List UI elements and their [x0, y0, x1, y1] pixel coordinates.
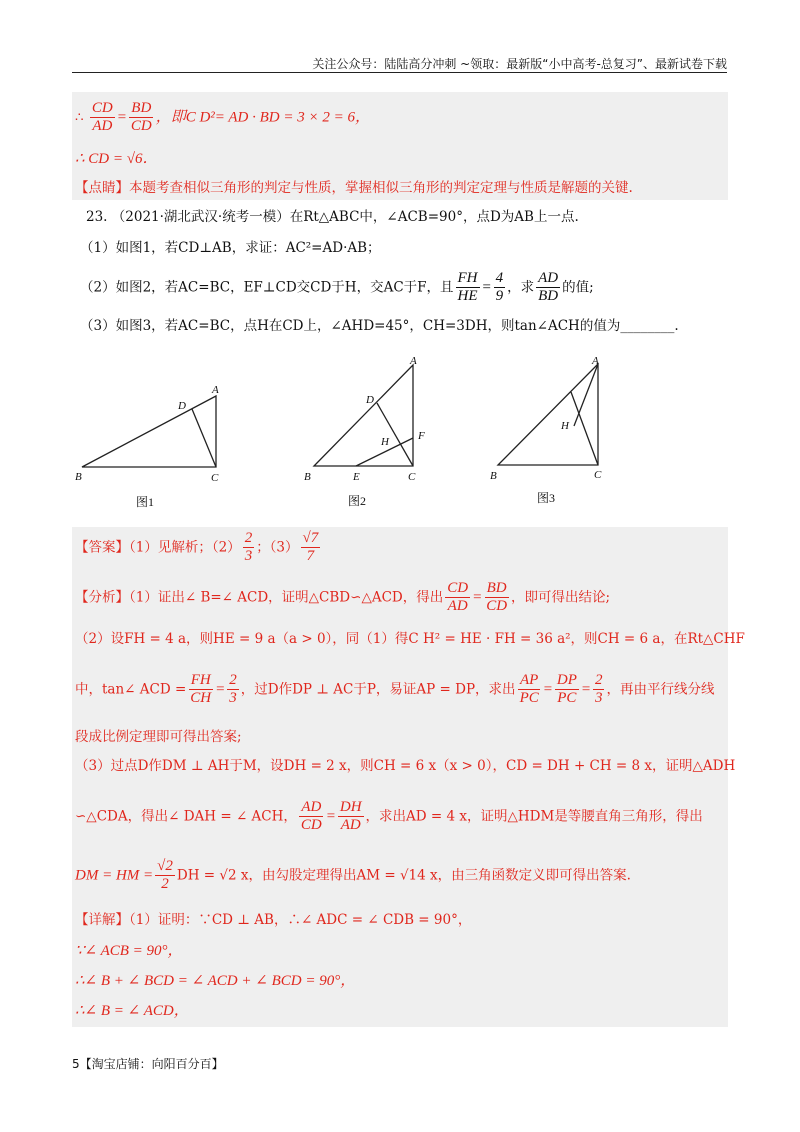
fig2-caption: 图2 [348, 494, 367, 508]
analysis-fraction-bd-cd: $\frac{BD}{CD}$ [486, 580, 508, 615]
answer-label: 【答案】 [75, 539, 129, 556]
dianjing-line [75, 180, 633, 196]
fig2-label-f: F [418, 430, 425, 442]
fig2-label-d: D [366, 394, 374, 406]
answer-fraction-2-3: $\frac{2}{3}$ [244, 530, 253, 565]
analysis-line-5: （3）过点D作DM ⊥ AH于M，设DH = 2 x，则CH = 6 x（x > 0），CD = DH + CH = 8 x，证明△ADH [75, 758, 736, 774]
prev-line-1: ∴ $\frac{CD}{AD}$ = $\frac{BD}{CD}$ ，即C D²= AD · BD = 3 × 2 = 6， [75, 100, 370, 135]
fig1-label-a: A [212, 384, 219, 396]
problem-stem: 23. （2021·湖北武汉·统考一模）在Rt△ABC中，∠ACB=90°，点D为AB上一点. [86, 209, 579, 225]
analysis-fraction-dh-ad: $\frac{DH}{AD}$ [339, 799, 362, 834]
question-1: （1）如图1，若CD⊥AB，求证：AC²=AD·AB； [80, 240, 381, 256]
analysis-line-3: 中，tan∠ ACD = $\frac{FH}{CH}$ = $\frac{2}{3}$ ，过D作DP ⊥ AC于P，易证AP = DP，求出 $\frac{AP}{PC}$ = $\frac{DP}{PC}$ = $\frac{2}{3}$ ，再由平行线分线 [75, 672, 715, 707]
page-header: 关注公众号：陆陆高分冲刺 ~领取：最新版“小中高考-总复习”、最新试卷下载 [312, 57, 727, 71]
fig1-triangle [82, 396, 216, 467]
answer-line: 【答案】（1）见解析；（2） $\frac{2}{3}$ ；（3） $\frac{√7}{7}$ [75, 530, 319, 565]
fig2-triangle [314, 365, 413, 466]
answer-fraction-sqrt7-7: $\frac{√7}{7}$ [302, 530, 319, 565]
question-2-text: （2）如图2，若AC=BC，EF⊥CD交CD于H，交AC于F，且 [80, 279, 454, 296]
fraction-cd-ad: $\frac{CD}{AD}$ [91, 100, 113, 135]
fig3-label-h: H [561, 420, 569, 432]
analysis-line-4: 段成比例定理即可得出答案; [75, 729, 242, 745]
analysis-line-1: 【分析】（1）证出∠ B=∠ ACD，证明△CBD∽△ACD，得出 $\frac{CD}{AD}$ = $\frac{BD}{CD}$ ，即可得出结论; [75, 580, 611, 615]
prev-line-2: ∴ CD = √6． [75, 151, 158, 167]
analysis-line-7: DM = HM = $\frac{√2}{2}$ DH = √2 x，由勾股定理得出AM = √14 x，由三角函数定义即可得出答案. [75, 858, 631, 893]
header-divider [72, 72, 727, 73]
analysis-fraction-cd-ad: $\frac{CD}{AD}$ [447, 580, 469, 615]
fig1-altitude-cd [192, 409, 216, 467]
analysis-fraction-dp-pc: $\frac{DP}{PC}$ [556, 672, 577, 707]
fig2-label-b: B [304, 471, 311, 483]
analysis-line-6: ∽△CDA，得出∠ DAH = ∠ ACH， $\frac{AD}{CD}$ = $\frac{DH}{AD}$ ，求出AD = 4 x，证明△HDM是等腰直角三角形，得出 [75, 799, 703, 834]
figure-2 [296, 355, 446, 515]
fraction-bd-cd: $\frac{BD}{CD}$ [130, 100, 152, 135]
fig2-label-a: A [410, 355, 417, 367]
fig2-label-h: H [381, 436, 389, 448]
therefore-symbol: ∴ [75, 109, 84, 126]
fig3-label-a: A [592, 355, 599, 367]
fig2-label-e: E [353, 471, 360, 483]
page-footer: 5【淘宝店铺：向阳百分百】 [72, 1057, 224, 1071]
analysis-fraction-sqrt2-2: $\frac{√2}{2}$ [157, 858, 173, 893]
analysis-fraction-2-3-b: $\frac{2}{3}$ [594, 672, 603, 707]
detail-line-1: 【详解】（1）证明：∵CD ⊥ AB，∴∠ ADC = ∠ CDB = 90°， [75, 912, 472, 928]
analysis-fraction-ap-pc: $\frac{AP}{PC}$ [519, 672, 539, 707]
analysis-line-2: （2）设FH = 4 a，则HE = 9 a（a > 0），同（1）得C H² = HE · FH = 36 a²，则CH = 6 a，在Rt△CHF [75, 631, 745, 647]
analysis-fraction-2-3-a: $\frac{2}{3}$ [229, 672, 237, 707]
fig2-label-c: C [408, 471, 416, 483]
fig3-triangle [498, 364, 598, 465]
fig1-label-d: D [178, 400, 186, 412]
dianjing-text: 本题考查相似三角形的判定与性质，掌握相似三角形的判定定理与性质是解题的关键. [129, 180, 633, 196]
analysis-fraction-ad-cd: $\frac{AD}{CD}$ [300, 799, 322, 834]
fig1-label-b: B [75, 471, 82, 483]
fraction-ad-bd: $\frac{AD}{BD}$ [538, 270, 559, 305]
detail-label: 【详解】 [75, 912, 129, 928]
fig3-segment-cd [571, 392, 598, 465]
detail-line-4: ∴∠ B = ∠ ACD， [75, 1003, 189, 1019]
fig2-segment-cd [377, 403, 413, 466]
fig3-label-b: B [490, 470, 497, 482]
fraction-4-9: $\frac{4}{9}$ [495, 270, 504, 305]
fig3-label-c: C [594, 469, 602, 481]
fig3-segment-ah [574, 364, 598, 426]
detail-line-2: ∵∠ ACB = 90°， [75, 943, 183, 959]
fig1-label-c: C [211, 472, 219, 484]
question-2: （2）如图2，若AC=BC，EF⊥CD交CD于H，交AC于F，且 $\frac{FH}{HE}$ = $\frac{4}{9}$ ，求 $\frac{AD}{BD}$ 的值; [80, 270, 594, 305]
figure-1 [72, 380, 242, 520]
figure-3 [484, 352, 614, 512]
question-3: （3）如图3，若AC=BC，点H在CD上，∠AHD=45°，CH=3DH，则tan∠ACH的值为________. [80, 318, 679, 334]
fig3-caption: 图3 [537, 491, 556, 505]
dianjing-label: 【点睛】 [75, 180, 129, 196]
fig1-caption: 图1 [136, 495, 155, 509]
prev-equation: ，即C D²= AD · BD = 3 × 2 = 6， [155, 109, 370, 126]
fraction-fh-he: $\frac{FH}{HE}$ [457, 270, 478, 305]
analysis-fraction-fh-ch: $\frac{FH}{CH}$ [190, 672, 212, 707]
analysis-label: 【分析】 [75, 589, 129, 606]
detail-line-3: ∴∠ B + ∠ BCD = ∠ ACD + ∠ BCD = 90°， [75, 973, 356, 989]
